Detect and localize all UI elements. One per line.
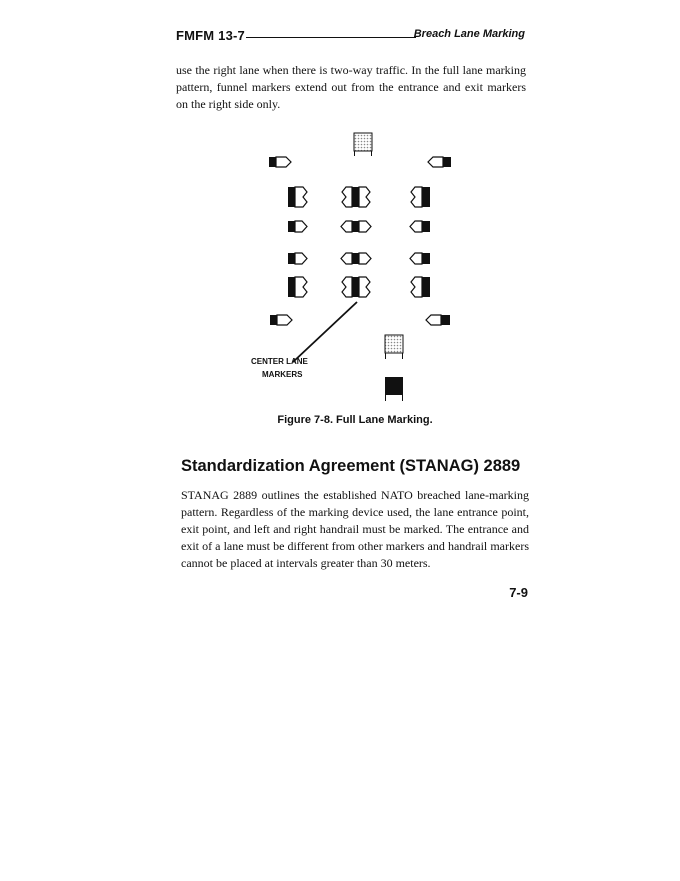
handrail-marker-left-1 <box>288 187 307 207</box>
handrail-marker-left-2 <box>288 221 307 232</box>
section-body: STANAG 2889 outlines the established NATO breached lane-marking pattern. Regardless of the marking device used, the lane entrance point, exit point, and left and right handrail must be marked. The entrance and exit of a lane must be different from other markers and handrail markers cannot be placed at intervals greater than 30 meters. <box>181 488 529 570</box>
header-rule <box>246 37 416 38</box>
lane-marking-diagram <box>240 125 480 405</box>
center-marker-3 <box>341 253 371 264</box>
handrail-marker-left-3 <box>288 253 307 264</box>
figure-caption: Figure 7-8. Full Lane Marking. <box>277 414 433 426</box>
callout-label-line2: MARKERS <box>262 370 303 379</box>
handrail-marker-right-2 <box>410 221 430 232</box>
funnel-marker-bottom-left <box>270 315 292 325</box>
lane-marking-figure <box>240 125 480 405</box>
document-id: FMFM 13-7 <box>176 28 245 43</box>
figure-caption-wrap <box>0 414 680 426</box>
intro-paragraph: use the right lane when there is two-way traffic. In the full lane marking pattern, funnel markers extend out from the entrance and exit markers on the right side only. <box>176 63 526 111</box>
section-title: Standardization Agreement (STANAG) 2889 <box>181 457 521 475</box>
center-marker-4 <box>342 277 370 297</box>
handrail-marker-right-3 <box>410 253 430 264</box>
running-header <box>176 28 525 48</box>
exit-marker-solid <box>385 377 403 401</box>
funnel-marker-top-left <box>269 157 291 167</box>
handrail-marker-right-4 <box>411 277 430 297</box>
center-marker-1 <box>342 187 370 207</box>
funnel-marker-top-right <box>428 157 451 167</box>
callout-leader-line <box>293 302 357 362</box>
center-marker-2 <box>341 221 371 232</box>
handrail-marker-left-4 <box>288 277 307 297</box>
entrance-marker-top <box>354 133 372 156</box>
handrail-marker-right-1 <box>411 187 430 207</box>
callout-label-line1: CENTER LANE <box>251 357 308 366</box>
funnel-marker-bottom-right <box>426 315 450 325</box>
section-name: Breach Lane Marking <box>413 28 525 40</box>
page-number: 7-9 <box>509 585 528 600</box>
exit-marker-stippled <box>385 335 403 359</box>
